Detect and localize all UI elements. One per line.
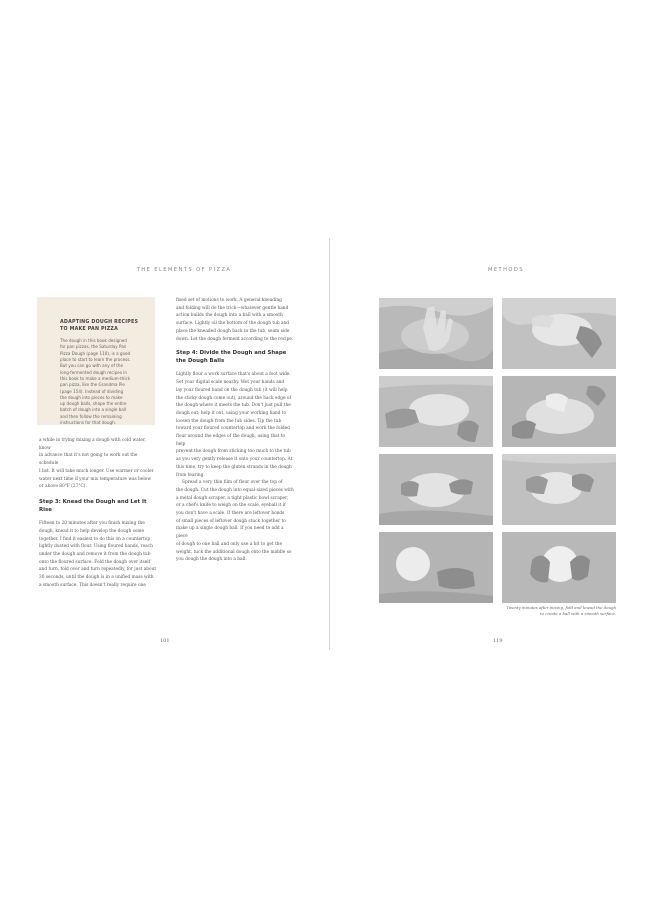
text-line: onto the floured surface. Fold the dough over itself — [39, 559, 151, 565]
text-line: and turn, fold over and turn repeatedly, for just about — [39, 567, 157, 573]
text-line: action builds the dough into a ball with a smooth — [176, 313, 283, 319]
text-line: make up a single dough ball. If you need to add a piece — [176, 526, 284, 540]
photo-8 — [502, 532, 616, 603]
sidebar-line: pan pizza, like the Grandma Pie — [60, 382, 125, 388]
text-line: a while in trying mixing a dough with cold water, know — [39, 438, 146, 451]
hands-turning-dough-photo — [502, 454, 616, 525]
text-line: fixed set of motions to work. A general kneading — [176, 298, 282, 303]
caption-line: Twenty minutes after mixing, fold and knead the dough — [506, 605, 616, 610]
text-line: dough, knead it to help develop the dough some — [39, 528, 145, 534]
text-line: as you very gently release it onto your countertop. At — [176, 457, 293, 463]
hands-lifting-dough-photo — [502, 298, 616, 369]
text-line: together. I find it easiest to do this on a countertop — [39, 536, 151, 542]
page-gutter — [329, 238, 330, 650]
sidebar-title-line: TO MAKE PAN PIZZA — [60, 326, 119, 332]
sidebar-title — [60, 320, 144, 333]
photo-5 — [379, 454, 493, 525]
text-line: toward your floured countertop and work the folded — [176, 426, 290, 432]
text-line: of small pieces of leftover dough stuck together to — [176, 518, 286, 524]
text-line: and folding will do the trick—whatever gentle hand — [176, 305, 289, 311]
text-line: surface. Lightly oil the bottom of the dough tub and — [176, 321, 290, 327]
sidebar-line: place to start to learn the process. — [60, 357, 131, 363]
right-page-number: 119 — [493, 638, 503, 644]
text-line: lightly dusted with flour. Using floured hands, reach — [39, 544, 153, 550]
text-line: the sticky dough come out), around the back edge of — [176, 395, 292, 401]
text-line: loosen the dough from the tub sides. Tip the tub — [176, 418, 282, 424]
sidebar-line: and then follow the remaining — [60, 413, 122, 419]
hands-folding-dough-over-photo — [502, 376, 616, 447]
sidebar-line: Pizza Dough (page 110), is a good — [60, 350, 131, 356]
sidebar-line: the dough into pieces to make — [60, 394, 123, 400]
sidebar-line: up dough balls, shape the entire — [60, 401, 127, 407]
photo-4 — [502, 376, 616, 447]
sidebar-title-line: ADAPTING DOUGH RECIPES — [60, 320, 139, 325]
left-column-two — [176, 297, 294, 564]
text-line: lay your floured hand on the dough tub (it will help — [176, 387, 288, 393]
sidebar-body — [60, 338, 140, 426]
text-line: place the kneaded dough back in the tub, seam side — [176, 328, 290, 334]
text-line: you dough the dough into a ball. — [176, 557, 247, 563]
caption-line: to create a ball with a smooth surface. — [540, 611, 616, 617]
text-line: you don't have a scale. If there are leftover bonds — [176, 511, 285, 517]
sidebar-line: this book to make a medium-thick — [60, 375, 131, 381]
photo-2 — [502, 298, 616, 369]
hand-pressing-dough-photo — [379, 298, 493, 369]
text-line: a metal dough scraper, a tight plastic bowl scraper, — [176, 495, 289, 501]
text-line: the dough where it meets the tub. Don't just pull the — [176, 403, 291, 409]
hands-stretching-dough-photo — [379, 454, 493, 525]
left-page-number: 101 — [160, 638, 170, 644]
text-line: under the dough and remove it from the dough tub — [39, 551, 151, 557]
text-line: in advance that it's not going to work out the schedule — [39, 453, 138, 467]
text-line: down. Let the dough ferment according to the recipe. — [176, 336, 294, 342]
text-line: of dough to one ball and only use a bit to get the — [176, 541, 282, 547]
step-4-heading — [176, 350, 294, 365]
step-3-heading: Step 3: Knead the Dough and Let It Rise — [39, 498, 147, 513]
photo-1 — [379, 298, 493, 369]
sidebar-line: instructions for that dough. — [60, 420, 117, 426]
text-line: flour around the edges of the dough, using that to help — [176, 434, 286, 447]
sidebar-line: for pan pizzas, the Saturday Pan — [60, 344, 127, 350]
text-line: dough out; help it out, using your working hand to — [176, 410, 287, 416]
text-line: or a chef's knife to weigh on the scale, eyeball it if — [176, 503, 286, 509]
text-line: water next time if your mix temperature was below — [39, 476, 152, 482]
dough-ball-on-surface-photo — [379, 532, 493, 603]
text-line: from tearing. — [176, 472, 205, 478]
text-line: or above 80°F (27°C). — [39, 484, 87, 490]
photo-3 — [379, 376, 493, 447]
text-line: I list. It will take much longer. Use warmer or cooler — [39, 468, 154, 474]
sidebar-box — [37, 297, 155, 425]
hands-cupping-dough-ball-photo — [502, 532, 616, 603]
text-line: Set your digital scale nearby. Wet your hands and — [176, 380, 285, 386]
step-4-heading-line: Step 4: Divide the Dough and Shape — [176, 350, 287, 357]
text-line: 30 seconds, until the dough is in a unified mass with — [39, 575, 154, 581]
hands-folding-dough-photo — [379, 376, 493, 447]
sidebar-line: (page 154). Instead of dividing — [60, 388, 124, 394]
sidebar-line: The dough in this book designed — [60, 338, 127, 344]
text-line: the dough. Cut the dough into equal-sized pieces with — [176, 487, 294, 493]
text-line: Spread a very thin film of flour over the top of — [182, 480, 283, 486]
left-running-head: THE ELEMENTS OF PIZZA — [136, 267, 232, 273]
sidebar-line: But you can go with any of the — [60, 363, 123, 369]
sidebar-line: long-fermented dough recipes in — [60, 369, 127, 375]
text-line: a smooth surface. This doesn't really require one — [39, 582, 146, 588]
text-line: Lightly flour a work surface that's about a foot wide. — [176, 372, 291, 378]
text-line: weight, tuck the additional dough onto the middle so — [176, 549, 292, 555]
photo-7 — [379, 532, 493, 603]
text-line: Fifteen to 20 minutes after you finish mixing the — [39, 521, 145, 527]
text-line: this time, try to keep the gluten strands in the dough — [176, 464, 292, 470]
right-running-head: METHODS — [488, 267, 524, 273]
left-column-one — [39, 437, 157, 589]
sidebar-line: batch of dough into a single ball — [60, 407, 127, 413]
text-line: prevent the dough from sticking too much to the tub — [176, 449, 291, 455]
step-4-heading-line: the Dough Balls — [176, 357, 225, 364]
photo-6 — [502, 454, 616, 525]
photo-grid — [379, 298, 616, 602]
photo-caption — [470, 605, 616, 617]
